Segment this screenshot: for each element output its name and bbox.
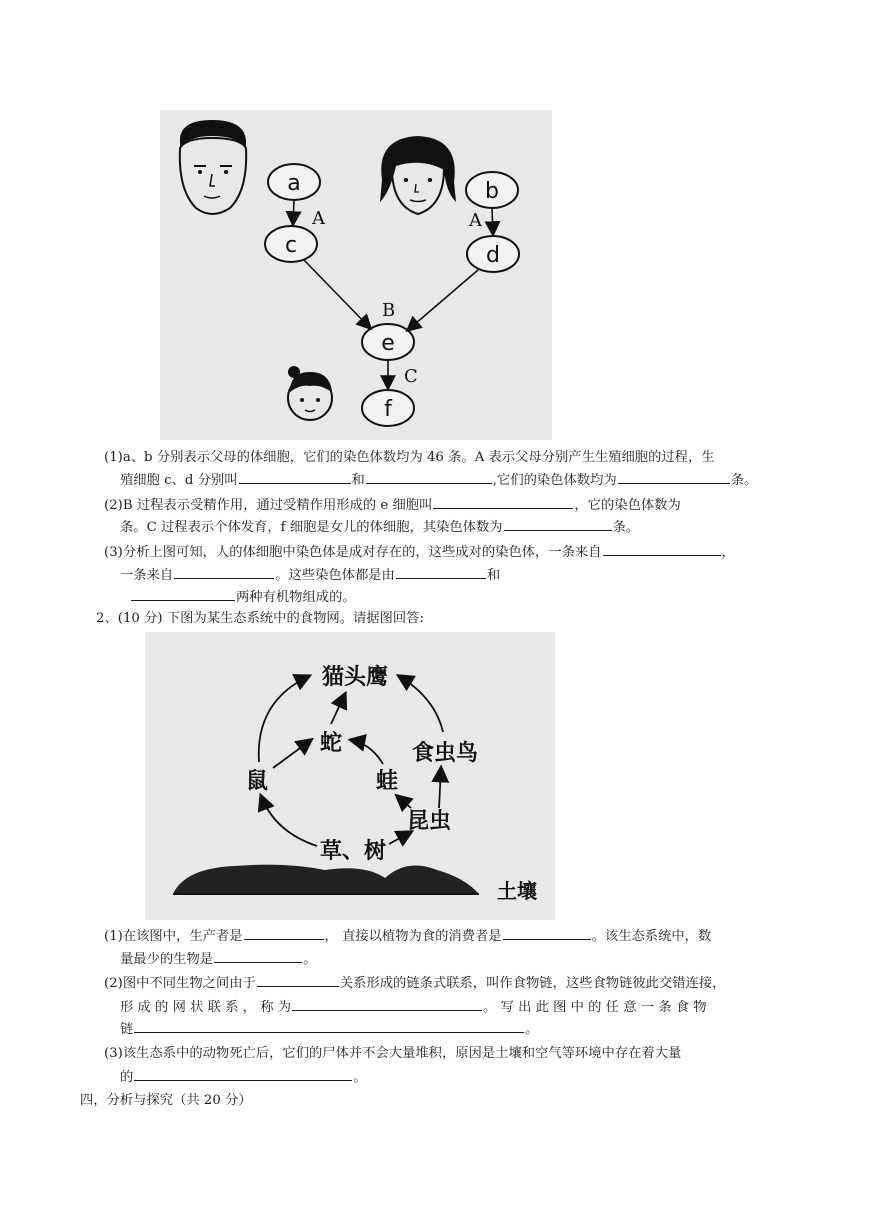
- q1-p3-text: (3)分析上图可知，人的体细胞中染色体是成对存在的，这些成对的染色体，一条来自: [104, 545, 602, 560]
- q2-p3-line2: [120, 1066, 367, 1089]
- arrow-mouse-owl: [259, 676, 309, 762]
- mouse-label: 鼠: [245, 769, 269, 794]
- q1-p3-text6: 两种有机物组成的。: [236, 590, 356, 605]
- q1-p1-text4: ,它们的染色体数均为: [492, 473, 617, 488]
- food-web-svg: [145, 632, 555, 920]
- q1-p2-line1: [104, 494, 681, 517]
- arrow-label-b: B: [382, 300, 396, 321]
- food-web-diagram: [145, 632, 555, 920]
- q2-p2-line1: [104, 972, 725, 995]
- plants-label: 草、树: [319, 839, 387, 864]
- blank-decomposer[interactable]: [134, 1066, 352, 1081]
- blank-least-organism[interactable]: [214, 948, 302, 963]
- arrow-frog-snake: [351, 740, 383, 764]
- blank-source-2[interactable]: [174, 564, 274, 579]
- bird-label: 食虫鸟: [411, 741, 479, 766]
- arrow-bird-owl: [399, 676, 443, 732]
- q1-p1-text: (1)a、b 分别表示父母的体细胞，它们的染色体数均为 46 条。A 表示父母分别产生生殖细胞的过程，生: [104, 450, 715, 465]
- q1-p1-line1: [104, 447, 715, 469]
- frog-label: 蛙: [375, 769, 399, 794]
- q1-p2-text2: ，它的染色体数为: [574, 498, 681, 513]
- section4-text: 四，分析与探究（共 20 分）: [80, 1093, 252, 1108]
- q2-p1-text: (1)在该图中，生产者是: [104, 929, 243, 944]
- mother-face-icon: [380, 136, 456, 214]
- q1-p3-text4: 。这些染色体都是由: [275, 568, 395, 583]
- node-a-label: a: [287, 171, 301, 196]
- q2-p3-text2: 的: [120, 1070, 134, 1085]
- arrow-mouse-snake: [273, 740, 311, 768]
- blank-c-name[interactable]: [239, 469, 351, 484]
- node-d-label: d: [486, 243, 500, 268]
- q1-p1-text2: 殖细胞 c、d 分别叫: [120, 473, 238, 488]
- q2-p3-line1: [104, 1043, 681, 1065]
- blank-food-chain[interactable]: [134, 1018, 524, 1033]
- soil-shape: [173, 865, 479, 894]
- q2-p1-text2: ， 直接以植物为食的消费者是: [324, 929, 502, 944]
- blank-chromosome-count[interactable]: [618, 469, 730, 484]
- node-c-label: c: [284, 233, 298, 258]
- blank-food-web[interactable]: [292, 996, 482, 1011]
- arrow-insect-frog: [397, 796, 411, 808]
- node-b-label: b: [485, 179, 499, 204]
- q1-p3-line2: [120, 564, 500, 587]
- section4-heading: [80, 1090, 252, 1112]
- q2-heading: [96, 608, 424, 630]
- q2-p2-text6: 。: [525, 1022, 539, 1037]
- owl-label: 猫头鹰: [321, 665, 389, 690]
- blank-d-name[interactable]: [366, 469, 492, 484]
- arrow-label-a-right: A: [469, 210, 482, 231]
- q2-p2-text2: 关系形成的链条式联系，叫作食物链，这些食物链彼此交错连接，: [339, 976, 726, 991]
- father-face-icon: [180, 120, 246, 214]
- q1-p3-text3: 一条来自: [120, 568, 174, 583]
- arrow-snake-owl: [331, 694, 345, 724]
- q1-p1-text5: 条。: [730, 473, 758, 488]
- q2-p3-text3: 。: [353, 1070, 367, 1085]
- arrow-label-c: C: [404, 366, 418, 387]
- blank-molecule-2[interactable]: [131, 586, 235, 601]
- q1-p2-line2: [120, 516, 639, 539]
- q2-p2-text5: 链: [120, 1022, 134, 1037]
- q1-p3-text5: 和: [486, 568, 501, 583]
- blank-e-name[interactable]: [433, 494, 573, 509]
- arrow-label-a-left: A: [312, 208, 325, 229]
- node-f-label: f: [384, 397, 392, 422]
- insect-label: 昆虫: [406, 809, 452, 834]
- arrow-insect-bird: [439, 768, 441, 808]
- q1-p3-line3: [130, 586, 356, 609]
- blank-f-count[interactable]: [504, 516, 612, 531]
- q1-p2-text: (2)B 过程表示受精作用，通过受精作用形成的 e 细胞叫: [104, 498, 433, 513]
- q2-p2-text3: 形 成 的 网 状 联 系 ， 称 为: [120, 1000, 292, 1015]
- arrow-plants-mouse: [261, 796, 317, 846]
- daughter-face-icon: [288, 366, 332, 420]
- q2-p2-text: (2)图中不同生物之间由于: [104, 976, 256, 991]
- q1-p3-line1: [104, 541, 735, 564]
- q2-p1-text4: 量最少的生物是: [120, 952, 214, 967]
- q2-p3-text: (3)该生态系中的动物死亡后，它们的尸体并不会大量堆积，原因是土壤和空气等环境中存在着大量: [104, 1046, 682, 1061]
- q2-p1-line1: [104, 925, 711, 948]
- q1-p3-text2: ，: [721, 545, 735, 560]
- node-e-label: e: [381, 331, 395, 356]
- q2-p2-text4: 。 写 出 此 图 中 的 任 意 一 条 食 物: [483, 1000, 707, 1015]
- blank-molecule-1[interactable]: [396, 564, 486, 579]
- snake-label: 蛇: [319, 731, 343, 756]
- blank-producer[interactable]: [244, 925, 324, 940]
- inheritance-diagram-svg: [160, 110, 552, 440]
- blank-relationship[interactable]: [257, 972, 339, 987]
- soil-label: 土壤: [497, 879, 537, 903]
- q2-p2-line3: [120, 1018, 539, 1041]
- q2-p1-text5: 。: [303, 952, 317, 967]
- q2-p2-line2: [120, 996, 707, 1019]
- blank-primary-consumer[interactable]: [503, 925, 591, 940]
- q1-p1-text3: 和: [351, 473, 365, 488]
- q1-p2-text3: 条。C 过程表示个体发育，f 细胞是女儿的体细胞，其染色体数为: [120, 520, 503, 535]
- blank-source-1[interactable]: [603, 541, 721, 556]
- q1-p1-line2: [120, 469, 757, 492]
- q2-p1-line2: [120, 948, 316, 971]
- q2-heading-text: 2、(10 分) 下图为某生态系统中的食物网。请据图回答:: [96, 611, 424, 626]
- q1-p2-text4: 条。: [612, 520, 640, 535]
- q2-p1-text3: 。该生态系统中，数: [591, 929, 712, 944]
- inheritance-diagram: [160, 110, 552, 440]
- arrow-plants-insect: [389, 832, 411, 844]
